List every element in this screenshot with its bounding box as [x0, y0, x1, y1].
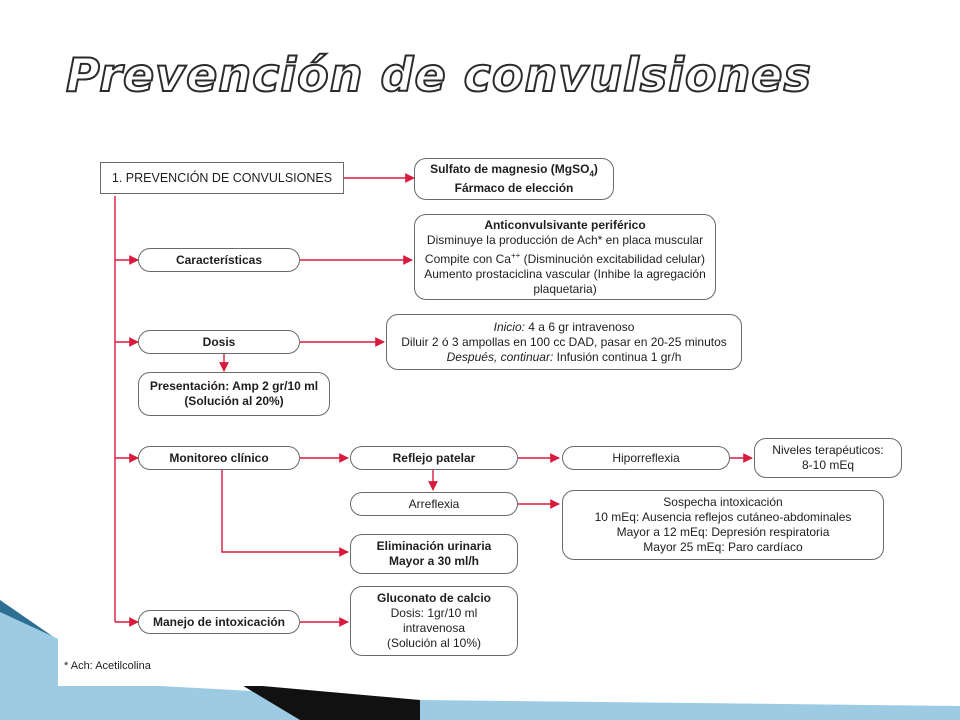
dosis-detail-inicio: Inicio: 4 a 6 gr intravenoso	[493, 319, 635, 334]
caracteristicas-detail-line1: Disminuye la producción de Ach* en placa muscular	[426, 232, 704, 247]
caracteristicas-node	[138, 248, 300, 272]
niveles-node	[754, 438, 902, 478]
gluconato-line1: Dosis: 1gr/10 ml	[390, 606, 478, 620]
monitoreo-label: Monitoreo clínico	[169, 450, 269, 465]
caracteristicas-detail-line3: Aumento prostaciclina vascular (Inhibe la agregación	[424, 266, 706, 281]
caracteristicas-detail-title: Anticonvulsivante periférico	[484, 217, 646, 232]
drug-subtitle: Fármaco de elección	[454, 181, 574, 196]
caracteristicas-detail-line2: Compite con Ca++ (Disminución excitabilidad celular)	[424, 250, 706, 266]
arreflexia-label: Arreflexia	[408, 496, 460, 511]
sospecha-line1: Sospecha intoxicación	[663, 495, 783, 509]
presentacion-line1: Presentación: Amp 2 gr/10 ml	[149, 379, 319, 393]
drug-name: Sulfato de magnesio (MgSO$_4$)	[430, 161, 598, 179]
root-label: 1. PREVENCIÓN DE CONVULSIONES	[111, 170, 333, 185]
arreflexia-node	[350, 492, 518, 516]
manejo-node	[138, 610, 300, 634]
root-node	[100, 162, 344, 194]
presentacion-node	[138, 372, 330, 416]
dosis-label: Dosis	[202, 334, 236, 349]
drug-node	[414, 158, 614, 200]
dosis-detail-line2: Diluir 2 ó 3 ampollas en 100 cc DAD, pasar en 20-25 minutos	[401, 334, 727, 349]
sospecha-node	[562, 490, 884, 560]
eliminacion-line2: Mayor a 30 ml/h	[388, 554, 480, 568]
connector-monitoreo-eliminacion	[222, 470, 348, 552]
hiporreflexia-node	[562, 446, 730, 470]
dosis-node	[138, 330, 300, 354]
caracteristicas-label: Características	[175, 252, 263, 267]
sospecha-line3: Mayor a 12 mEq: Depresión respiratoria	[616, 525, 830, 539]
footnote: * Ach: Acetilcolina	[64, 660, 151, 672]
gluconato-line3: (Solución al 10%)	[386, 636, 482, 650]
gluconato-line2: intravenosa	[402, 621, 466, 635]
gluconato-title: Gluconato de calcio	[376, 591, 492, 605]
eliminacion-line1: Eliminación urinaria	[376, 539, 492, 553]
sospecha-line2: 10 mEq: Ausencia reflejos cutáneo-abdominales	[594, 510, 852, 524]
eliminacion-node	[350, 534, 518, 574]
caracteristicas-detail-line4: plaquetaria)	[533, 281, 597, 296]
dosis-detail-despues: Después, continuar: Infusión continua 1 gr/h	[446, 349, 682, 364]
caracteristicas-detail-node	[414, 214, 716, 300]
hiporreflexia-label: Hiporreflexia	[612, 450, 680, 465]
monitoreo-node	[138, 446, 300, 470]
slide-title: Prevención de convulsiones	[66, 48, 812, 102]
presentacion-line2: (Solución al 20%)	[184, 394, 284, 408]
sospecha-line4: Mayor 25 mEq: Paro cardíaco	[643, 540, 803, 554]
reflejo-node	[350, 446, 518, 470]
dosis-detail-node	[386, 314, 742, 370]
gluconato-node	[350, 586, 518, 656]
manejo-label: Manejo de intoxicación	[152, 614, 286, 629]
niveles-line2: 8-10 mEq	[801, 458, 855, 472]
reflejo-label: Reflejo patelar	[392, 450, 476, 465]
niveles-line1: Niveles terapéuticos:	[772, 443, 884, 457]
